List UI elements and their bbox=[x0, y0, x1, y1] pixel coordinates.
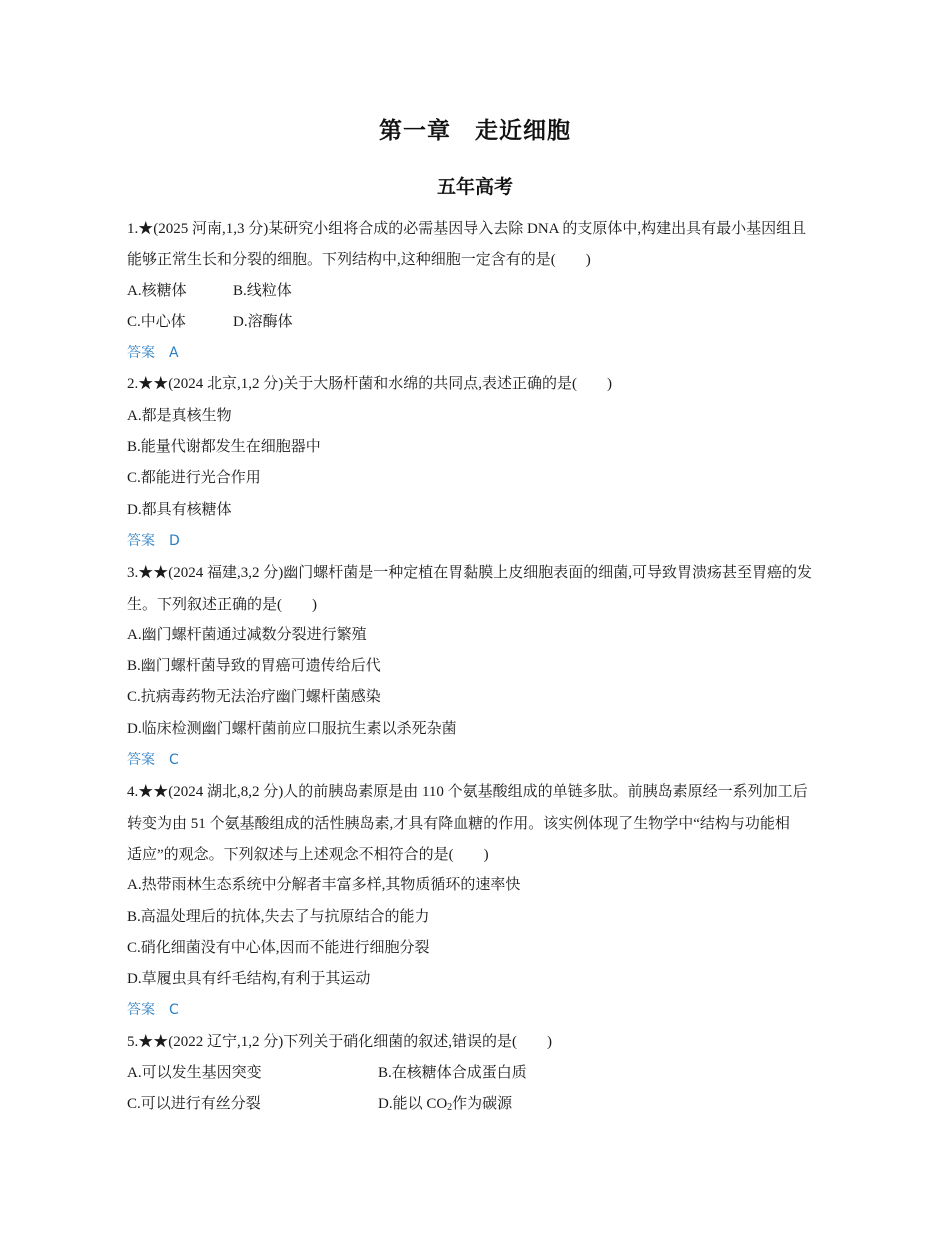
option-c: C.抗病毒药物无法治疗幽门螺杆菌感染 bbox=[127, 689, 381, 706]
chapter-title: 第一章 走近细胞 bbox=[379, 118, 571, 144]
option-a: A.热带雨林生态系统中分解者丰富多样,其物质循环的速率快 bbox=[127, 877, 521, 894]
question-stem: 5.★★(2022 辽宁,1,2 分)下列关于硝化细菌的叙述,错误的是( ) bbox=[127, 1033, 552, 1050]
option-d: D.临床检测幽门螺杆菌前应口服抗生素以杀死杂菌 bbox=[127, 720, 457, 737]
option-c: C.硝化细菌没有中心体,因而不能进行细胞分裂 bbox=[127, 939, 430, 956]
question-stem: 3.★★(2024 福建,3,2 分)幽门螺杆菌是一种定植在胃黏膜上皮细胞表面的细菌,可导致胃溃疡甚至胃癌的发 bbox=[127, 565, 812, 582]
question-stem: 适应”的观念。下列叙述与上述观念不相符合的是( ) bbox=[127, 846, 489, 863]
option-c: C.可以进行有丝分裂 bbox=[127, 1096, 261, 1113]
question-5 bbox=[127, 1027, 827, 1121]
answer-label: 答案 bbox=[127, 345, 155, 362]
option-b: B.高温处理后的抗体,失去了与抗原结合的能力 bbox=[127, 908, 430, 925]
option-row bbox=[127, 276, 827, 307]
section-title: 五年高考 bbox=[436, 176, 513, 198]
option-d: D.溶酶体 bbox=[233, 313, 293, 330]
option-c: C.都能进行光合作用 bbox=[127, 470, 261, 487]
option-a: A.幽门螺杆菌通过减数分裂进行繁殖 bbox=[127, 626, 367, 643]
option-b: B.能量代谢都发生在细胞器中 bbox=[127, 439, 321, 456]
answer-line bbox=[127, 526, 827, 557]
option-a: A.可以发生基因突变 bbox=[127, 1065, 262, 1082]
option-d-text: D.能以 CO bbox=[378, 1096, 448, 1113]
subscript-2: 2 bbox=[447, 1102, 453, 1114]
question-4 bbox=[127, 776, 827, 1026]
option-b: B.在核糖体合成蛋白质 bbox=[378, 1065, 527, 1082]
answer-line bbox=[127, 338, 827, 369]
question-1 bbox=[127, 213, 827, 369]
question-stem: 能够正常生长和分裂的细胞。下列结构中,这种细胞一定含有的是( ) bbox=[127, 252, 591, 269]
option-row bbox=[127, 307, 827, 338]
option-a: A.核糖体 bbox=[127, 282, 187, 299]
option-row bbox=[127, 1058, 827, 1089]
answer-value: A bbox=[169, 345, 179, 362]
answer-line bbox=[127, 745, 827, 776]
question-stem: 生。下列叙述正确的是( ) bbox=[127, 596, 317, 613]
option-a: A.都是真核生物 bbox=[127, 407, 232, 424]
option-b: B.幽门螺杆菌导致的胃癌可遗传给后代 bbox=[127, 658, 381, 675]
option-d: D.都具有核糖体 bbox=[127, 501, 232, 518]
answer-value: C bbox=[169, 752, 179, 769]
answer-label: 答案 bbox=[127, 532, 155, 549]
question-3 bbox=[127, 557, 827, 776]
option-b: B.线粒体 bbox=[233, 282, 292, 299]
option-d: D.草履虫具有纤毛结构,有利于其运动 bbox=[127, 971, 371, 988]
option-d-tail: 作为碳源 bbox=[452, 1096, 513, 1113]
question-stem: 1.★(2025 河南,1,3 分)某研究小组将合成的必需基因导入去除 DNA 的支原体中,构建出具有最小基因组且 bbox=[127, 221, 807, 237]
answer-line bbox=[127, 995, 827, 1026]
question-stem: 转变为由 51 个氨基酸组成的活性胰岛素,才具有降血糖的作用。该实例体现了生物学中“结构与功能相 bbox=[127, 815, 790, 832]
question-stem: 2.★★(2024 北京,1,2 分)关于大肠杆菌和水绵的共同点,表述正确的是( ) bbox=[127, 376, 612, 393]
option-d bbox=[378, 1089, 512, 1120]
answer-value: D bbox=[169, 532, 180, 549]
answer-label: 答案 bbox=[127, 752, 155, 769]
question-stem: 4.★★(2024 湖北,8,2 分)人的前胰岛素原是由 110 个氨基酸组成的单链多肽。前胰岛素原经一系列加工后 bbox=[127, 784, 808, 801]
option-c: C.中心体 bbox=[127, 313, 186, 330]
answer-value: C bbox=[169, 1002, 179, 1019]
question-2 bbox=[127, 369, 827, 557]
question-list bbox=[127, 213, 827, 1121]
answer-label: 答案 bbox=[127, 1002, 155, 1019]
option-row bbox=[127, 1089, 827, 1120]
